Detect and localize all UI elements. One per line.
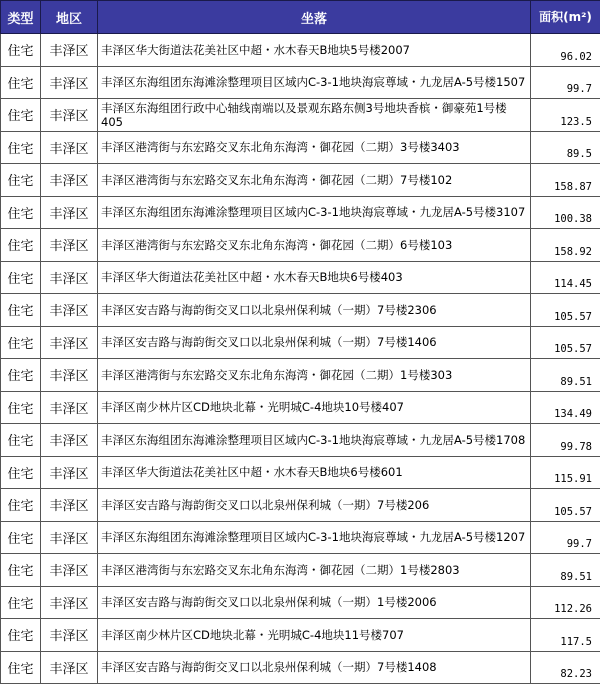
location-cell: 丰泽区安吉路与海韵街交叉口以北泉州保利城（一期）7号楼2306	[98, 294, 531, 327]
type-cell: 住宅	[1, 66, 41, 99]
table-row	[1, 521, 600, 554]
type-cell: 住宅	[1, 261, 41, 294]
table-row	[1, 66, 600, 99]
location-cell: 丰泽区华大街道法花美社区中超・水木春天B地块5号楼2007	[98, 34, 531, 67]
area-cell: 89.5	[531, 131, 600, 164]
area-cell: 158.92	[531, 229, 600, 262]
area-cell: 114.45	[531, 261, 600, 294]
type-cell: 住宅	[1, 521, 41, 554]
location-cell: 丰泽区华大街道法花美社区中超・水木春天B地块6号楼403	[98, 261, 531, 294]
location-cell: 丰泽区港湾街与东宏路交叉东北角东海湾・御花园（二期）7号楼102	[98, 164, 531, 197]
location-cell: 丰泽区安吉路与海韵街交叉口以北泉州保利城（一期）1号楼2006	[98, 586, 531, 619]
area-cell: 105.57	[531, 326, 600, 359]
district-cell: 丰泽区	[41, 326, 98, 359]
area-cell: 99.7	[531, 66, 600, 99]
district-cell: 丰泽区	[41, 489, 98, 522]
location-cell: 丰泽区港湾街与东宏路交叉东北角东海湾・御花园（二期）3号楼3403	[98, 131, 531, 164]
district-cell: 丰泽区	[41, 261, 98, 294]
table-row	[1, 456, 600, 489]
table-row	[1, 294, 600, 327]
location-cell: 丰泽区东海组团东海滩涂整理项目区域内C-3-1地块海宸尊域・九龙居A-5号楼1207	[98, 521, 531, 554]
location-cell: 丰泽区东海组团东海滩涂整理项目区域内C-3-1地块海宸尊域・九龙居A-5号楼1507	[98, 66, 531, 99]
type-cell: 住宅	[1, 424, 41, 457]
area-cell: 115.91	[531, 456, 600, 489]
table-row	[1, 164, 600, 197]
table-row	[1, 586, 600, 619]
table-row	[1, 196, 600, 229]
type-cell: 住宅	[1, 164, 41, 197]
table-row	[1, 261, 600, 294]
type-cell: 住宅	[1, 131, 41, 164]
location-cell: 丰泽区安吉路与海韵街交叉口以北泉州保利城（一期）7号楼1406	[98, 326, 531, 359]
type-cell: 住宅	[1, 456, 41, 489]
district-cell: 丰泽区	[41, 294, 98, 327]
area-cell: 82.23	[531, 651, 600, 684]
header-area: 面积(m²)	[531, 1, 600, 34]
header-type: 类型	[1, 1, 41, 34]
table-row	[1, 391, 600, 424]
district-cell: 丰泽区	[41, 164, 98, 197]
table-row	[1, 619, 600, 652]
location-cell: 丰泽区华大街道法花美社区中超・水木春天B地块6号楼601	[98, 456, 531, 489]
location-cell: 丰泽区安吉路与海韵街交叉口以北泉州保利城（一期）7号楼1408	[98, 651, 531, 684]
area-cell: 89.51	[531, 359, 600, 392]
district-cell: 丰泽区	[41, 651, 98, 684]
table-row	[1, 326, 600, 359]
table-row	[1, 424, 600, 457]
district-cell: 丰泽区	[41, 359, 98, 392]
table-row	[1, 229, 600, 262]
location-cell: 丰泽区南少林片区CD地块北幕・光明城C-4地块11号楼707	[98, 619, 531, 652]
area-cell: 158.87	[531, 164, 600, 197]
type-cell: 住宅	[1, 489, 41, 522]
table-row	[1, 489, 600, 522]
header-location: 坐落	[98, 1, 531, 34]
area-cell: 99.7	[531, 521, 600, 554]
location-cell: 丰泽区东海组团东海滩涂整理项目区域内C-3-1地块海宸尊域・九龙居A-5号楼1708	[98, 424, 531, 457]
table-row	[1, 131, 600, 164]
district-cell: 丰泽区	[41, 131, 98, 164]
type-cell: 住宅	[1, 229, 41, 262]
location-cell: 丰泽区港湾街与东宏路交叉东北角东海湾・御花园（二期）6号楼103	[98, 229, 531, 262]
area-cell: 100.38	[531, 196, 600, 229]
type-cell: 住宅	[1, 619, 41, 652]
type-cell: 住宅	[1, 391, 41, 424]
type-cell: 住宅	[1, 651, 41, 684]
area-cell: 117.5	[531, 619, 600, 652]
area-cell: 123.5	[531, 99, 600, 132]
location-cell: 丰泽区港湾街与东宏路交叉东北角东海湾・御花园（二期）1号楼2803	[98, 554, 531, 587]
type-cell: 住宅	[1, 554, 41, 587]
area-cell: 99.78	[531, 424, 600, 457]
district-cell: 丰泽区	[41, 424, 98, 457]
district-cell: 丰泽区	[41, 554, 98, 587]
district-cell: 丰泽区	[41, 521, 98, 554]
district-cell: 丰泽区	[41, 586, 98, 619]
table-row	[1, 651, 600, 684]
district-cell: 丰泽区	[41, 391, 98, 424]
table-header-row	[1, 1, 600, 34]
district-cell: 丰泽区	[41, 229, 98, 262]
area-cell: 112.26	[531, 586, 600, 619]
type-cell: 住宅	[1, 359, 41, 392]
district-cell: 丰泽区	[41, 456, 98, 489]
area-cell: 105.57	[531, 294, 600, 327]
location-cell: 丰泽区安吉路与海韵街交叉口以北泉州保利城（一期）7号楼206	[98, 489, 531, 522]
district-cell: 丰泽区	[41, 619, 98, 652]
location-cell: 丰泽区东海组团东海滩涂整理项目区域内C-3-1地块海宸尊域・九龙居A-5号楼3107	[98, 196, 531, 229]
table-row	[1, 34, 600, 67]
district-cell: 丰泽区	[41, 196, 98, 229]
type-cell: 住宅	[1, 294, 41, 327]
type-cell: 住宅	[1, 326, 41, 359]
table-row	[1, 359, 600, 392]
location-cell: 丰泽区南少林片区CD地块北幕・光明城C-4地块10号楼407	[98, 391, 531, 424]
type-cell: 住宅	[1, 34, 41, 67]
area-cell: 96.02	[531, 34, 600, 67]
area-cell: 134.49	[531, 391, 600, 424]
type-cell: 住宅	[1, 99, 41, 132]
area-cell: 89.51	[531, 554, 600, 587]
district-cell: 丰泽区	[41, 99, 98, 132]
type-cell: 住宅	[1, 586, 41, 619]
type-cell: 住宅	[1, 196, 41, 229]
district-cell: 丰泽区	[41, 34, 98, 67]
location-cell: 丰泽区港湾街与东宏路交叉东北角东海湾・御花园（二期）1号楼303	[98, 359, 531, 392]
district-cell: 丰泽区	[41, 66, 98, 99]
table-row	[1, 554, 600, 587]
location-cell: 丰泽区东海组团行政中心轴线南端以及景观东路东侧3号地块香槟・御豪苑1号楼405	[98, 99, 531, 132]
header-district: 地区	[41, 1, 98, 34]
area-cell: 105.57	[531, 489, 600, 522]
table-row	[1, 99, 600, 132]
